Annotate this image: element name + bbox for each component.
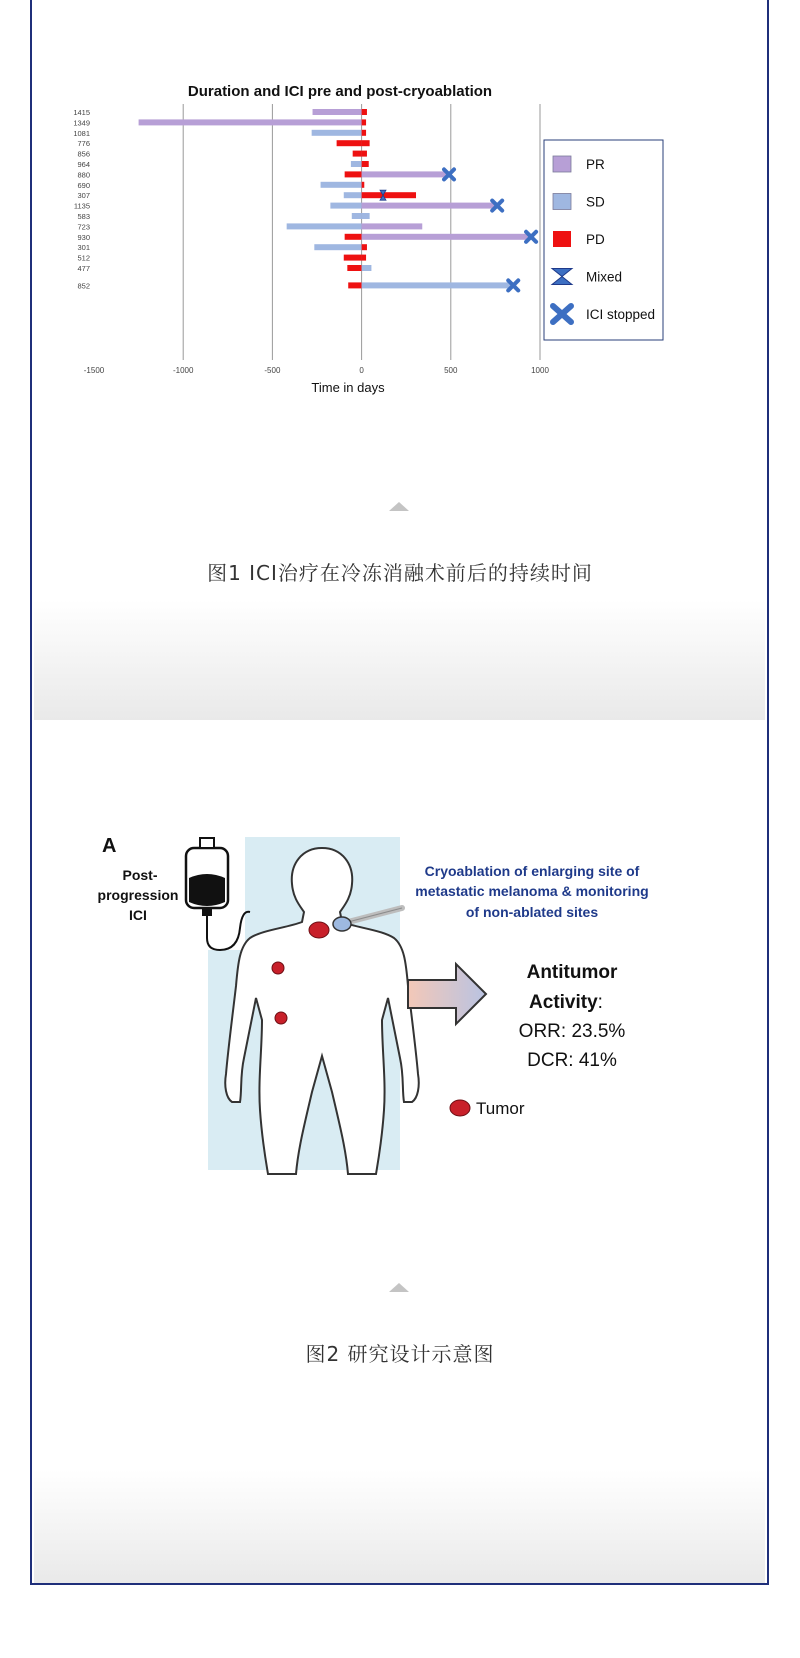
duration-bar-chart xyxy=(58,78,708,423)
y-tick-label: 583 xyxy=(77,212,90,221)
tumor-marker xyxy=(309,922,329,938)
cryo-label-line: metastatic melanoma & monitoring xyxy=(415,883,649,899)
post-bar xyxy=(362,234,531,240)
legend-label: PR xyxy=(586,157,605,172)
post-bar xyxy=(362,192,416,198)
y-tick-label: 856 xyxy=(77,149,90,159)
y-tick-label: 1415 xyxy=(73,108,90,117)
x-tick-label: 1000 xyxy=(531,366,549,375)
y-tick-label: 307 xyxy=(77,191,90,201)
post-bar xyxy=(362,119,366,125)
pre-bar xyxy=(337,140,362,146)
caption-pointer-icon xyxy=(389,1283,409,1292)
dcr-value: DCR: 41% xyxy=(527,1050,617,1071)
iv-label-line: progression xyxy=(97,887,179,903)
y-tick-label: 776 xyxy=(77,139,90,149)
y-tick-label: 477 xyxy=(77,264,90,273)
legend-swatch xyxy=(553,156,571,172)
pre-bar xyxy=(321,182,362,188)
pre-bar xyxy=(287,223,362,229)
pre-bar xyxy=(139,119,362,125)
pre-bar xyxy=(352,213,362,219)
study-design-diagram xyxy=(90,835,710,1240)
iv-label-line: ICI xyxy=(129,907,147,923)
y-tick-label: 930 xyxy=(77,232,90,242)
post-bar xyxy=(362,161,369,167)
post-bar xyxy=(362,109,367,115)
x-tick-label: -500 xyxy=(264,366,281,375)
pre-bar xyxy=(344,192,362,198)
y-tick-label: 301 xyxy=(77,243,90,253)
panel-label: A xyxy=(102,835,117,857)
post-bar xyxy=(362,255,366,261)
pre-bar xyxy=(312,130,362,136)
x-tick-label: -1000 xyxy=(172,366,194,375)
legend-label: PD xyxy=(586,232,605,247)
pre-bar xyxy=(344,255,362,261)
y-tick-label: 690 xyxy=(77,180,90,190)
post-bar xyxy=(362,223,423,229)
figure1-caption: 图1 ICI治疗在冷冻消融术前后的持续时间 xyxy=(207,561,593,585)
caption-pointer-icon xyxy=(389,502,409,511)
section-fade xyxy=(34,1470,765,1583)
y-tick-label: 964 xyxy=(77,160,90,169)
post-bar xyxy=(362,244,367,250)
legend-label: Mixed xyxy=(586,269,623,285)
chart-legend xyxy=(544,140,663,340)
x-axis-label: Time in days xyxy=(311,380,385,395)
pre-bar xyxy=(345,171,362,177)
pre-bar xyxy=(345,234,362,240)
legend-swatch xyxy=(553,194,571,210)
legend-swatch xyxy=(553,231,571,247)
post-bar xyxy=(362,130,366,136)
y-tick-label: 1081 xyxy=(73,128,90,138)
post-bar xyxy=(362,182,365,188)
pre-bar xyxy=(353,151,362,157)
tumor-marker xyxy=(272,962,284,974)
y-tick-label: 512 xyxy=(77,253,90,263)
pre-bar xyxy=(330,203,361,209)
tumor-legend-label: Tumor xyxy=(476,1099,525,1118)
post-bar xyxy=(362,203,498,209)
post-bar xyxy=(362,265,372,271)
y-tick-label: 880 xyxy=(77,170,90,180)
antitumor-title-line: Antitumor xyxy=(526,962,618,983)
pre-bar xyxy=(348,282,361,288)
legend-label: SD xyxy=(586,194,605,210)
pre-bar xyxy=(313,109,362,115)
pre-bar xyxy=(314,244,361,250)
post-bar xyxy=(362,171,449,177)
chart-title: Duration and ICI pre and post-cryoablation xyxy=(187,83,493,100)
legend-label: ICI stopped xyxy=(586,307,656,322)
post-bar xyxy=(362,151,367,157)
pre-bar xyxy=(347,265,361,271)
cryo-label-line: of non-ablated sites xyxy=(465,904,599,920)
x-tick-label: 500 xyxy=(444,366,458,375)
orr-value: ORR: 23.5% xyxy=(518,1021,626,1042)
right-arrow-icon xyxy=(408,964,486,1024)
x-tick-label: 0 xyxy=(359,366,364,375)
tumor-legend-icon xyxy=(450,1100,470,1116)
section-fade xyxy=(34,600,765,720)
pre-bar xyxy=(351,161,362,167)
tumor-marker xyxy=(275,1012,287,1024)
y-tick-label: 1349 xyxy=(73,118,90,128)
y-tick-label: 723 xyxy=(77,222,90,232)
x-tick-label: -1500 xyxy=(83,366,105,375)
iv-label-line: Post- xyxy=(122,867,158,883)
post-bar xyxy=(362,213,370,219)
post-bar xyxy=(362,282,514,288)
figure2-caption: 图2 研究设计示意图 xyxy=(305,1342,495,1366)
post-bar xyxy=(362,140,370,146)
cryo-label-line: Cryoablation of enlarging site of xyxy=(424,863,640,879)
antitumor-title-line: Activity: xyxy=(529,992,603,1013)
y-tick-label: 852 xyxy=(77,281,90,291)
y-tick-label: 1135 xyxy=(73,201,90,211)
